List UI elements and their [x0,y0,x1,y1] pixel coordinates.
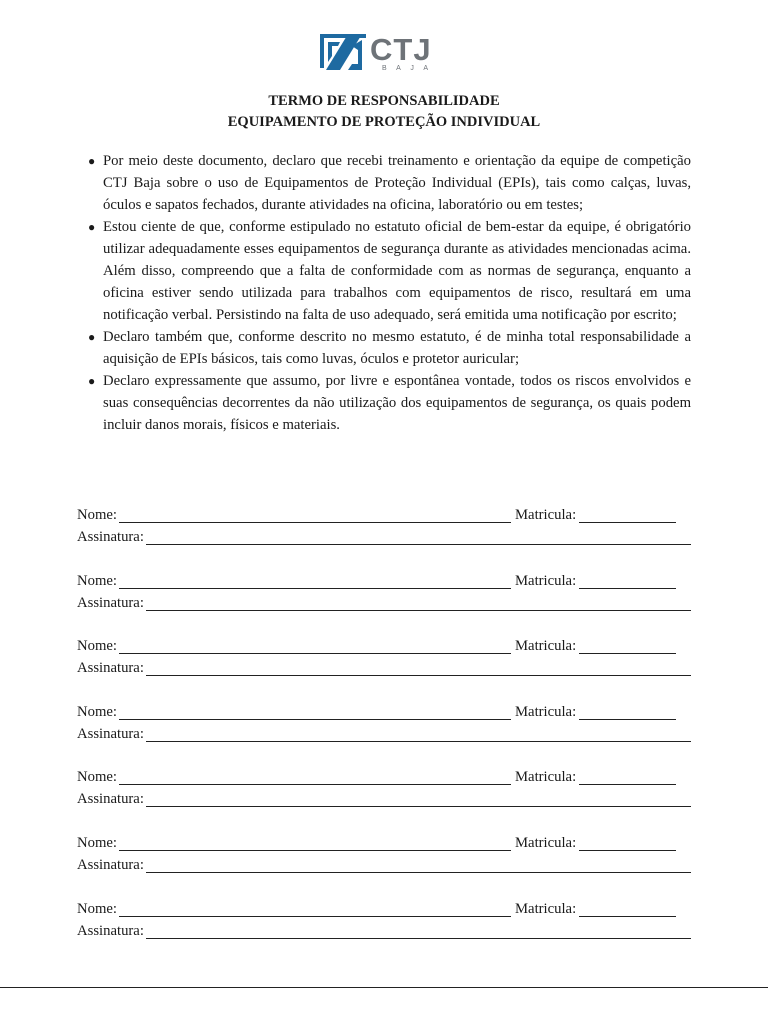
matricula-field[interactable] [579,902,676,917]
name-label: Nome: [77,834,117,851]
signature-field[interactable] [146,792,691,807]
name-label: Nome: [77,900,117,917]
signature-field[interactable] [146,858,691,873]
matricula-label: Matricula: [514,507,577,523]
matricula-field[interactable] [579,705,676,720]
signature-label: Assinatura: [77,791,144,808]
matricula-field[interactable] [579,508,676,523]
signature-field[interactable] [146,924,691,939]
signature-label: Assinatura: [77,856,144,873]
matricula-field[interactable] [579,836,676,851]
matricula-field[interactable] [579,574,676,589]
name-field[interactable] [119,639,511,654]
matricula-label: Matricula: [514,572,577,589]
matricula-label: Matricula: [514,900,577,917]
bullet-icon: ● [88,374,96,388]
declaration-text: Declaro expressamente que assumo, por livre e espontânea vontade, todos os riscos envolvidos e suas consequências decorrentes da não utilização dos equipamentos de segurança, os quais podem incluir danos morais, físicos e materiais. [103,373,691,433]
declaration-text: Declaro também que, conforme descrito no mesmo estatuto, é de minha total responsabilidade a aquisição de EPIs básicos, tais como luvas, óculos e protetor auricular; [103,329,691,367]
name-field[interactable] [119,508,511,523]
logo-name: CTJ [370,32,432,67]
name-field[interactable] [119,836,511,851]
signature-form [77,502,691,961]
bullet-icon: ● [88,330,96,344]
signature-field[interactable] [146,596,691,611]
declaration-list [85,150,691,436]
signature-label: Assinatura: [77,660,144,677]
name-field[interactable] [119,770,511,785]
name-label: Nome: [77,572,117,589]
declaration-item [85,150,691,216]
name-field[interactable] [119,902,511,917]
signature-label: Assinatura: [77,725,144,742]
matricula-label: Matricula: [514,703,577,720]
signature-label: Assinatura: [77,922,144,939]
name-field[interactable] [119,705,511,720]
signature-entry [77,764,691,830]
signature-entry [77,699,691,765]
name-field[interactable] [119,574,511,589]
logo-emblem-icon [320,34,366,70]
signature-entry [77,896,691,962]
signature-entry [77,830,691,896]
matricula-field[interactable] [579,639,676,654]
name-label: Nome: [77,507,117,523]
bullet-icon: ● [88,154,96,168]
name-label: Nome: [77,638,117,655]
document-subtitle: EQUIPAMENTO DE PROTEÇÃO INDIVIDUAL [227,114,541,130]
ctj-baja-logo [318,30,450,74]
signature-entry [77,502,691,568]
signature-entry [77,633,691,699]
name-label: Nome: [77,769,117,786]
signature-label: Assinatura: [77,594,144,611]
declaration-text: Por meio deste documento, declaro que recebi treinamento e orientação da equipe de competição CTJ Baja sobre o uso de Equipamentos de Proteção Individual (EPIs), tais como calças, luvas, óculos e sapatos fechados, durante atividades na oficina, laboratório ou em testes; [103,153,691,213]
signature-field[interactable] [146,727,691,742]
logo-subtitle: BAJA [382,65,438,72]
matricula-label: Matricula: [514,769,577,786]
signature-field[interactable] [146,530,691,545]
declaration-item [85,216,691,326]
matricula-label: Matricula: [514,834,577,851]
declaration-text: Estou ciente de que, conforme estipulado no estatuto oficial de bem-estar da equipe, é obrigatório utilizar adequadamente esses equipamentos de segurança durante as atividades mencionadas acima. Além disso, compreendo que a falta de conformidade com as normas de segurança, enquanto a oficina estiver sendo utilizada para trabalhos com equipamentos de risco, resultará em uma notificação verbal. Persistindo na falta de uso adequado, será emitida uma notificação por escrito; [103,219,691,323]
signature-label: Assinatura: [77,529,144,545]
matricula-label: Matricula: [514,638,577,655]
name-label: Nome: [77,703,117,720]
page-bottom-divider [0,987,768,988]
declaration-item [85,370,691,436]
bullet-icon: ● [88,220,96,234]
matricula-field[interactable] [579,770,676,785]
signature-field[interactable] [146,661,691,676]
document-title: TERMO DE RESPONSABILIDADE [268,93,500,109]
declaration-item [85,326,691,370]
signature-entry [77,568,691,634]
